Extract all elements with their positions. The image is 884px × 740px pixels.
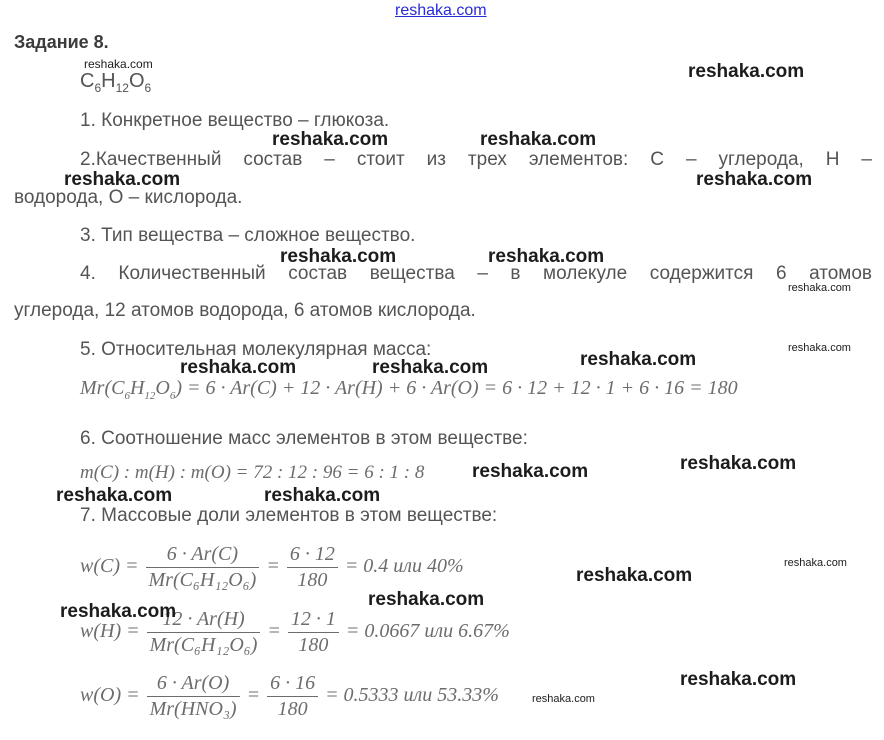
watermark: reshaka.com [680,453,797,474]
item-4-line-2: углерода, 12 атомов водорода, 6 атомов кислорода. [14,300,476,321]
watermark: reshaka.com [372,357,489,378]
watermark: reshaka.com [60,601,177,622]
item-2-line-2: водорода, О – кислорода. [14,187,243,208]
fraction-carbon-formula: w(C) = $\frac{6 \cdot Ar(C)}{\text{Mr(C₆H₁₂O₆)}}$ = $\frac{6 \cdot 12}{180}$ = 0.4 или 40% [80,543,464,591]
watermark: reshaka.com [576,565,693,586]
item-5: 5. Относительная молекулярная масса: [80,339,432,360]
molar-mass-formula: $Mr(C_6H_{12}O_6) = 6 \cdot Ar(C) + 12 \cdot Ar(H) + 6 \cdot Ar(O) = 6 \cdot 12 + 12 \cdot 1 + 6 \cdot 16 = 180$ [80,377,738,402]
watermark: reshaka.com [180,357,297,378]
watermark: reshaka.com [272,129,389,150]
watermark: reshaka.com [280,246,397,267]
watermark: reshaka.com [788,342,851,354]
item-7: 7. Массовые доли элементов в этом веществе: [80,505,498,526]
watermark: reshaka.com [784,557,847,569]
task-heading: Задание 8. [14,32,109,52]
item-2-line-1: 2.Качественный состав – стоит из трех элементов: С – углерода, Н – [80,149,872,170]
watermark: reshaka.com [472,461,589,482]
watermark: reshaka.com [368,589,485,610]
watermark: reshaka.com [680,669,797,690]
watermark: reshaka.com [688,61,805,82]
watermark: reshaka.com [264,485,381,506]
glucose-formula: $C_6H_{12}O_6$ [80,70,152,95]
watermark: reshaka.com [696,169,813,190]
fraction-oxygen-formula: w(O) = $\frac{6 \cdot Ar(O)}{\text{Mr(HNO₃)}}$ = $\frac{6 \cdot 16}{180}$ = 0.5333 или 53.33% [80,672,499,720]
watermark: reshaka.com [64,169,181,190]
item-3: 3. Тип вещества – сложное вещество. [80,225,416,246]
watermark: reshaka.com [488,246,605,267]
site-link[interactable]: reshaka.com [395,2,487,19]
watermark: reshaka.com [532,693,595,705]
item-1: 1. Конкретное вещество – глюкоза. [80,110,390,131]
watermark: reshaka.com [788,282,851,294]
item-6: 6. Соотношение масс элементов в этом веществе: [80,428,528,449]
item-4-line-1: 4. Количественный состав вещества – в молекуле содержится 6 атомов [80,263,872,284]
watermark: reshaka.com [480,129,597,150]
watermark: reshaka.com [580,349,697,370]
mass-ratio-formula: m(C) : m(H) : m(O) = 72 : 12 : 96 = 6 : 1 : 8 [80,462,425,483]
watermark: reshaka.com [56,485,173,506]
watermark: reshaka.com [84,57,153,71]
fraction-hydrogen-formula: w(H) = $\frac{12 \cdot Ar(H)}{\text{Mr(C₆H₁₂O₆)}}$ = $\frac{12 \cdot 1}{180}$ = 0.0667 или 6.67% [80,608,510,656]
